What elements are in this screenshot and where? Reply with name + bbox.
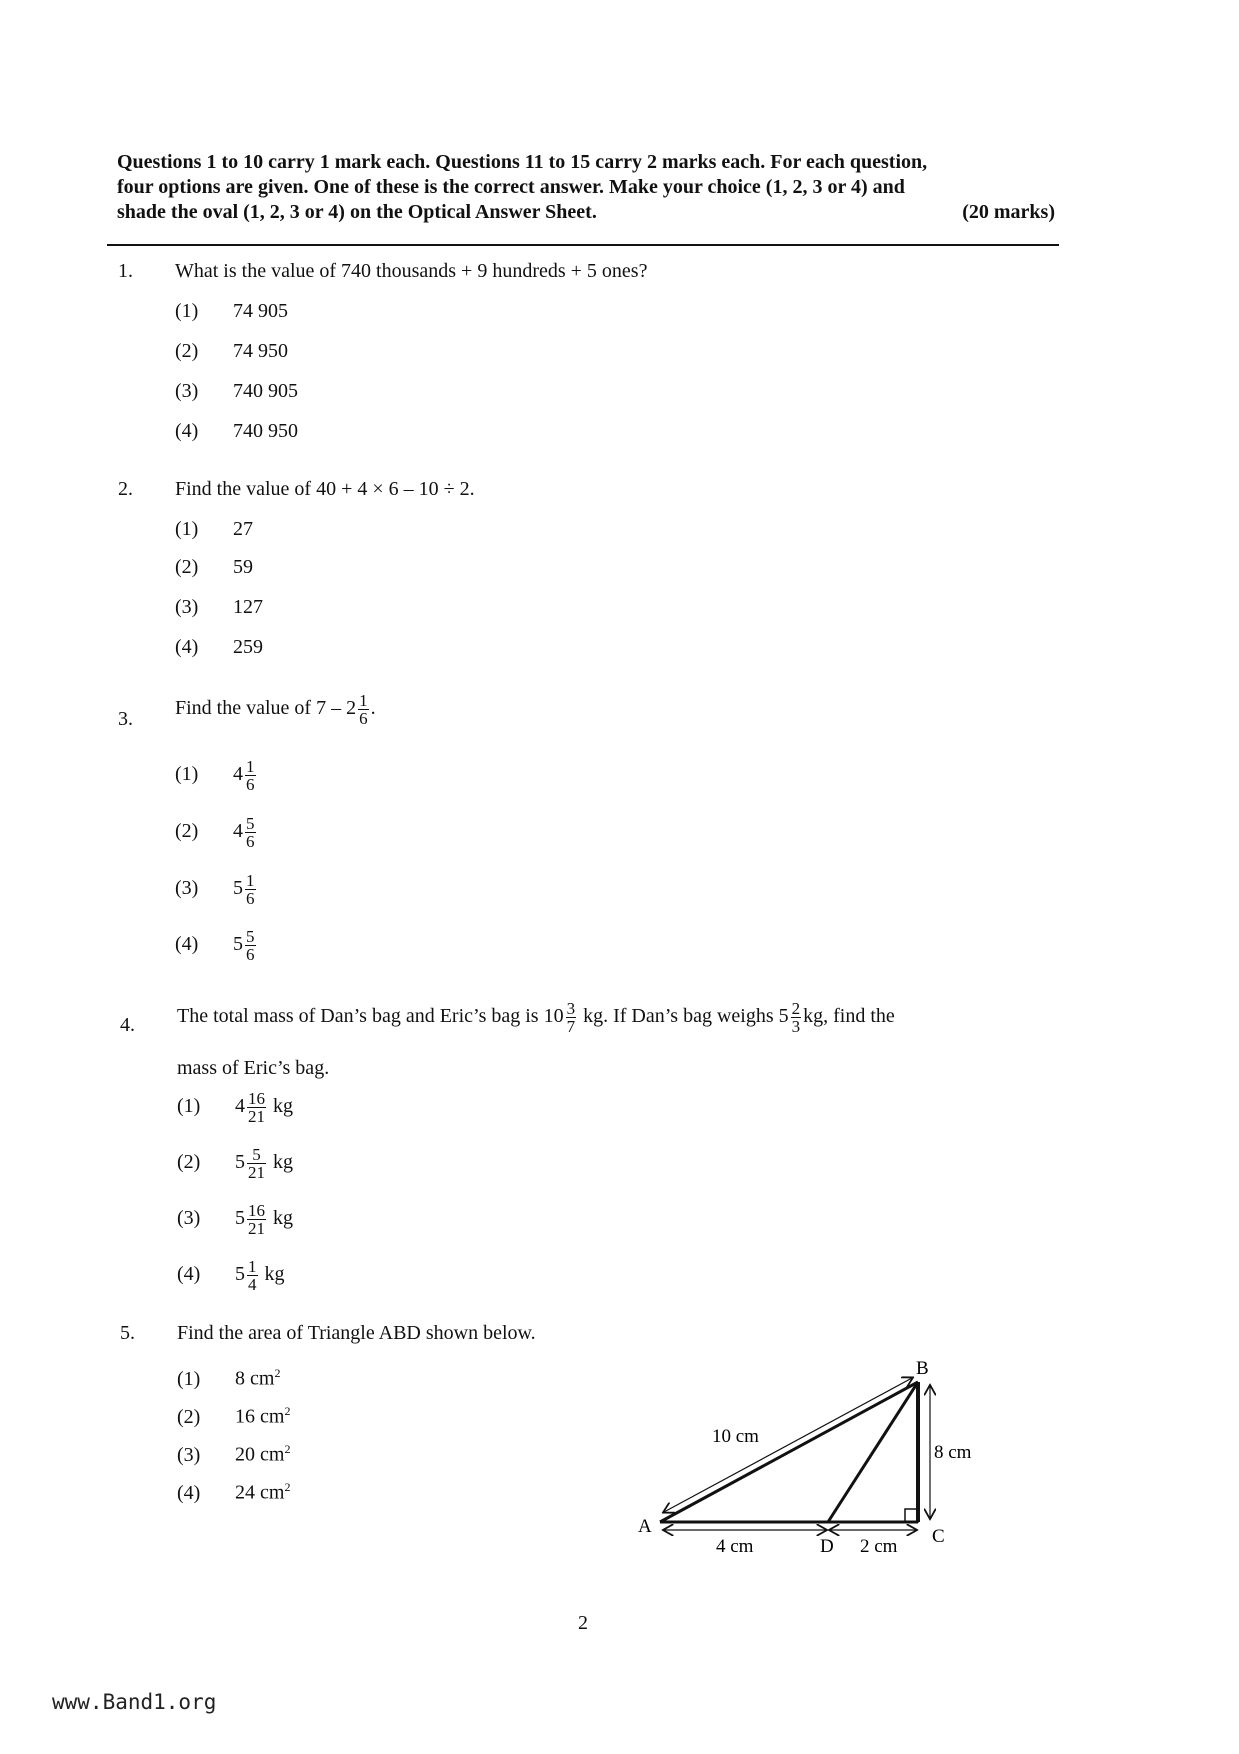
question-4-option-1 [177,1090,293,1125]
question-1-option-3 [175,380,298,403]
denominator: 6 [246,889,255,908]
instructions [117,150,1055,225]
option-label: (4) [177,1481,201,1504]
denominator: 21 [248,1219,265,1238]
fraction [791,1000,802,1035]
question-2-option-1 [175,518,253,541]
numerator: 1 [246,757,255,776]
option-label: (4) [175,420,199,442]
fraction [566,1000,577,1035]
option-value: 127 [233,596,263,618]
fraction [245,928,256,963]
numerator: 5 [246,927,255,946]
option-label: (2) [177,1405,201,1428]
whole-number: 5 [233,877,243,900]
option-label: (3) [177,1443,201,1466]
option-label: (3) [175,380,199,402]
question-2-option-2 [175,556,253,579]
label-ad: 4 cm [716,1536,754,1557]
denominator: 6 [246,945,255,964]
whole-number: 4 [233,763,243,786]
question-2-option-4 [175,636,263,659]
superscript: 2 [284,1480,291,1494]
question-5-option-3 [177,1442,290,1467]
superscript: 2 [274,1366,281,1380]
option-label: (2) [177,1151,201,1174]
option-label: (2) [175,820,199,843]
segment-bd [828,1382,918,1522]
unit: kg [273,1095,293,1118]
fraction [245,872,256,907]
option-value: 24 cm [235,1481,285,1504]
option-label: (1) [177,1095,201,1118]
question-3-option-1 [175,758,258,793]
question-3-text-start: Find the value of 7 – 2 [175,697,357,720]
question-5-option-2 [177,1404,290,1429]
option-value: 74 950 [233,340,288,362]
question-4-text [177,1000,895,1035]
whole-number: 5 [233,933,243,956]
numerator: 1 [359,691,368,710]
question-3-option-4 [175,928,258,963]
unit: kg [273,1207,293,1230]
option-label: (3) [175,877,199,900]
question-5-option-4 [177,1480,290,1505]
option-label: (1) [175,763,199,786]
fraction [358,692,369,727]
option-value: 8 cm [235,1367,275,1390]
numerator: 1 [248,1257,257,1276]
numerator: 5 [246,814,255,833]
option-label: (3) [177,1207,201,1230]
denominator: 21 [248,1107,265,1126]
question-3-option-3 [175,872,258,907]
instructions-line-3 [117,200,1055,225]
question-3-option-2 [175,815,258,850]
question-2-text: Find the value of 40 + 4 × 6 – 10 ÷ 2. [175,478,475,500]
whole-number: 4 [235,1095,245,1118]
fraction [245,758,256,793]
numerator: 16 [248,1201,265,1220]
question-2-option-3 [175,596,263,619]
question-4-text-c: kg, find the [803,1005,895,1028]
denominator: 4 [248,1275,257,1294]
numerator: 16 [248,1089,265,1108]
denominator: 6 [246,775,255,794]
question-4-text-b: kg. If Dan’s bag weighs 5 [578,1005,789,1028]
option-value: 16 cm [235,1405,285,1428]
question-4-option-4 [177,1258,285,1293]
fraction [247,1202,266,1237]
option-value: 74 905 [233,300,288,322]
denominator: 7 [566,1017,576,1036]
option-value: 20 cm [235,1443,285,1466]
instructions-line-3-text: shade the oval (1, 2, 3 or 4) on the Optical Answer Sheet. [117,201,597,223]
option-value: 27 [233,518,253,540]
question-1-option-2 [175,340,288,363]
question-2-number: 2. [118,478,133,500]
question-1-option-1 [175,300,288,323]
option-label: (1) [177,1367,201,1390]
denominator: 6 [359,709,368,728]
superscript: 2 [284,1404,291,1418]
option-value: 740 950 [233,420,298,442]
numerator: 1 [246,871,255,890]
numerator: 5 [252,1145,261,1164]
question-1-option-4 [175,420,298,443]
label-bc: 8 cm [934,1442,972,1463]
option-label: (4) [175,636,199,658]
denominator: 3 [791,1017,801,1036]
question-3-text-end: . [370,697,376,720]
whole-number: 5 [235,1151,245,1174]
triangle-diagram [620,1340,990,1570]
option-label: (4) [177,1263,201,1286]
instructions-line-2: four options are given. One of these is the correct answer. Make your choice (1, 2, 3 or 4) and [117,176,905,198]
question-4-text-line-2: mass of Eric’s bag. [177,1057,330,1079]
option-label: (1) [175,300,199,322]
vertex-d: D [820,1536,834,1557]
label-dc: 2 cm [860,1536,898,1557]
fraction [247,1258,258,1293]
whole-number: 5 [235,1207,245,1230]
whole-number: 5 [235,1263,245,1286]
option-value: 259 [233,636,263,658]
question-5-text: Find the area of Triangle ABD shown below. [177,1322,536,1344]
option-label: (2) [175,340,199,362]
option-label: (4) [175,933,199,956]
option-label: (1) [175,518,199,540]
option-value: 59 [233,556,253,578]
question-1-number: 1. [118,260,133,282]
whole-number: 4 [233,820,243,843]
numerator: 2 [791,999,801,1018]
question-5-number: 5. [120,1322,135,1344]
total-marks: (20 marks) [962,201,1055,223]
page-number: 2 [578,1612,588,1634]
superscript: 2 [284,1442,291,1456]
option-label: (3) [175,596,199,618]
question-5-option-1 [177,1366,280,1391]
question-1-text: What is the value of 740 thousands + 9 hundreds + 5 ones? [175,260,648,282]
label-ab: 10 cm [712,1426,759,1447]
question-4-text-a: The total mass of Dan’s bag and Eric’s bag is 10 [177,1005,564,1028]
footer-url[interactable]: www.Band1.org [52,1690,217,1714]
unit: kg [273,1151,293,1174]
vertex-b: B [916,1358,929,1379]
numerator: 3 [566,999,576,1018]
question-3-text [175,692,376,727]
question-4-option-2 [177,1146,293,1181]
question-3-number: 3. [118,708,133,730]
dimension-ab [664,1378,912,1512]
fraction [247,1146,266,1181]
option-value: 740 905 [233,380,298,402]
divider-line [107,244,1059,246]
unit: kg [264,1263,285,1286]
side-ab [660,1382,918,1522]
vertex-a: A [638,1516,652,1537]
denominator: 6 [246,832,255,851]
denominator: 21 [248,1163,265,1182]
option-label: (2) [175,556,199,578]
fraction [247,1090,266,1125]
fraction [245,815,256,850]
instructions-line-1: Questions 1 to 10 carry 1 mark each. Questions 11 to 15 carry 2 marks each. For each question, [117,151,928,173]
vertex-c: C [932,1526,945,1547]
question-4-option-3 [177,1202,293,1237]
question-4-number: 4. [120,1014,135,1036]
